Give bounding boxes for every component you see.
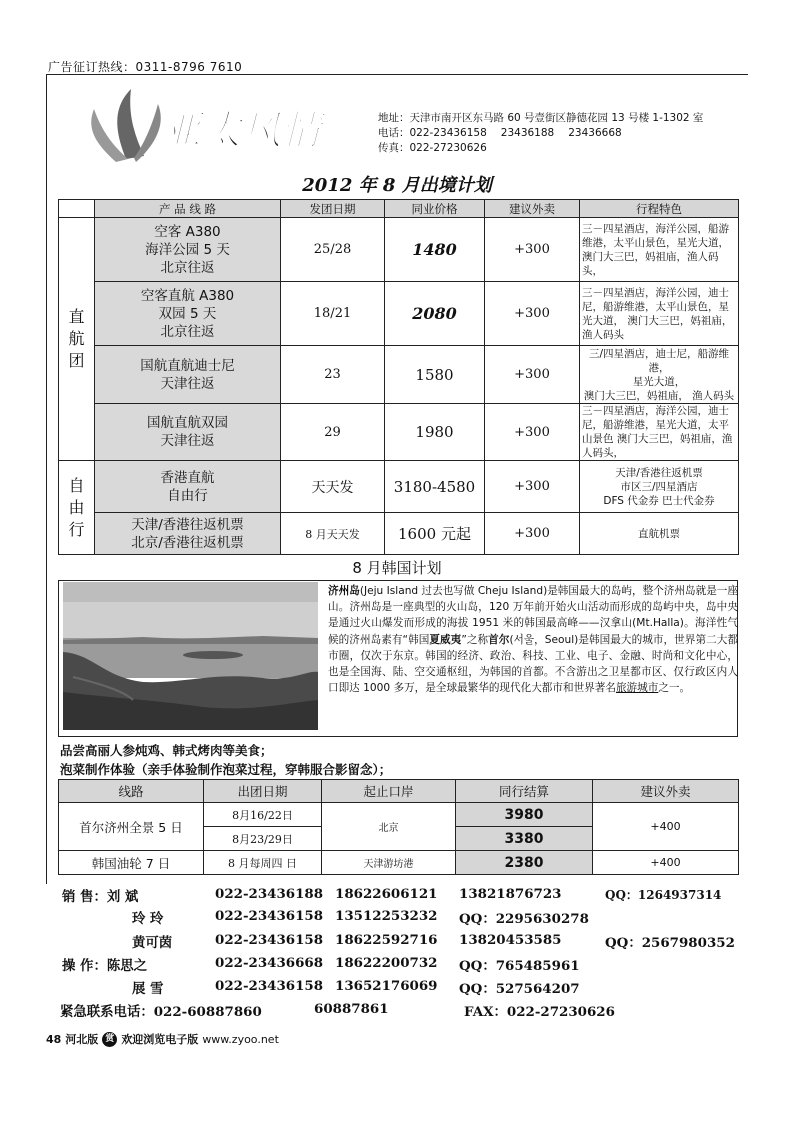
suggest-cell: +300 (485, 282, 580, 346)
logo-text: 亚太风情 (161, 107, 321, 154)
logo-leaf-icon (117, 89, 144, 159)
group-free: 自 由 行 (59, 461, 95, 555)
col-date: 发团日期 (281, 200, 385, 218)
price-cell: 1580 (385, 346, 485, 404)
suggest-cell: +400 (593, 851, 739, 875)
table-row (59, 851, 739, 875)
phone-1: 022-23436158 (409, 127, 487, 139)
date-cell: 8月16/22日 (204, 803, 322, 827)
suggest-cell: +300 (485, 404, 580, 461)
price-cell: 3180-4580 (385, 461, 485, 513)
table-row (59, 803, 739, 827)
page-number: 48 (46, 1032, 62, 1046)
date-cell: 25/28 (281, 218, 385, 282)
suggest-cell: +300 (485, 218, 580, 282)
date-cell: 天天发 (281, 461, 385, 513)
suggest-cell: +300 (485, 346, 580, 404)
top-rule (46, 74, 748, 75)
date-cell: 8月23/29日 (204, 827, 322, 851)
features-cell: 三－四星酒店，海洋公园，迪士尼，船游维港，太平山景色，星光大道， 澳门大三巴，妈祖庙，渔人码头 (580, 282, 739, 346)
phone-line: 电话：022-23436158 23436188 23436668 (378, 127, 622, 139)
route-cell: 空客直航 A380 双园 5 天 北京往返 (95, 282, 281, 346)
col-features: 行程特色 (580, 200, 739, 218)
company-contact (378, 111, 703, 156)
features-cell: 三－四星酒店，海洋公园，船游维港，太平山景色，星光大道， 澳门大三巴，妈祖庙，渔人码头， (580, 218, 739, 282)
features-cell: 三/四星酒店，迪士尼，船游维港， 星光大道， 澳门大三巴，妈祖庙， 渔人码头 (580, 346, 739, 404)
group-direct: 直 航 团 (59, 218, 95, 461)
route-cell: 空客 A380 海洋公园 5 天 北京往返 (95, 218, 281, 282)
phone-2: 23436188 (500, 127, 555, 139)
price-cell: 3380 (456, 827, 593, 851)
table-header-row (59, 200, 739, 218)
jeju-coast-photo (63, 582, 318, 730)
suggest-cell: +300 (485, 513, 580, 555)
route-cell: 韩国油轮 7 日 (59, 851, 204, 875)
price-cell: 1600 元起 (385, 513, 485, 555)
col-route: 线路 (59, 780, 204, 803)
route-cell: 香港直航 自由行 (95, 461, 281, 513)
price-cell: 2380 (456, 851, 593, 875)
port-cell: 天津游坊港 (322, 851, 456, 875)
route-cell: 首尔济州全景 5 日 (59, 803, 204, 851)
price-cell: 1980 (385, 404, 485, 461)
port-cell: 北京 (322, 803, 456, 851)
page-headline: 2012 年 8 月出境计划 (302, 175, 492, 196)
phone-3: 23436668 (568, 127, 622, 139)
ad-hotline: 广告征订热线：0311-8796 7610 (48, 60, 243, 74)
date-cell: 29 (281, 404, 385, 461)
date-cell: 8 月天天发 (281, 513, 385, 555)
route-cell: 国航直航双园 天津往返 (95, 404, 281, 461)
features-cell: 直航机票 (580, 513, 739, 555)
col-port: 起止口岸 (322, 780, 456, 803)
korea-plan-table (58, 779, 739, 875)
table-row (59, 404, 739, 461)
date-cell: 8 月每周四 日 (204, 851, 322, 875)
address: 地址：天津市南开区东马路 60 号壹街区静德花园 13 号楼 1-1302 室 (378, 112, 704, 124)
table-header-row (59, 780, 739, 803)
table-row (59, 282, 739, 346)
col-suggest: 建议外卖 (485, 200, 580, 218)
route-cell: 天津/香港往返机票 北京/香港往返机票 (95, 513, 281, 555)
table-row (59, 461, 739, 513)
fax-line: 传真：022-27230626 (378, 142, 487, 154)
col-settle: 同行结算 (456, 780, 593, 803)
col-price: 同业价格 (385, 200, 485, 218)
date-cell: 23 (281, 346, 385, 404)
korea-intro-text: 济州岛(Jeju Island 过去也写做 Cheju Island)是韩国最大的岛屿，整个济州岛就是一座山。济州岛是一座典型的火山岛，120 万年前开始火山活动而形成的岛屿中央，岛中央是通过火山爆发而形成的海拔 1951 米的韩国最高峰——汉拿山(Mt.Halla)。海洋性气候的济州岛素有“韩国夏威夷”之称首尔(서울，Seoul)是韩国最大的城市，世界第二大都市圈，仅次于东京。韩国的经济、政治、科技、工业、电子、金融、时尚和文化中心，也是全国海、陆、空交通枢纽，为韩国的首都。不含游出之卫星都市区、仅行政区内人口即达 1000 多万，是全球最繁华的现代化大都市和世界著名旅游城市之一。 (328, 585, 739, 695)
company-logo (86, 84, 330, 166)
col-suggest: 建议外卖 (593, 780, 739, 803)
footer-url[interactable]: www.zyoo.net (202, 1032, 279, 1046)
page-footer (46, 1031, 279, 1047)
suggest-cell: +300 (485, 461, 580, 513)
footer-slogan: 欢迎浏览电子版 (121, 1033, 199, 1046)
col-route: 产 品 线 路 (95, 200, 281, 218)
features-cell: 天津/香港往返机票 市区三/四星酒店 DFS 代金券 巴士代金券 (580, 461, 739, 513)
price-cell: 3980 (456, 803, 593, 827)
features-cell: 三－四星酒店，海洋公园，迪士尼，船游维港，星光大道，太平山景色 澳门大三巴，妈祖庙，渔人码头， (580, 404, 739, 461)
price-cell: 2080 (385, 282, 485, 346)
badge-icon: 赏 (102, 1032, 117, 1047)
edition-label: 河北版 (65, 1033, 99, 1046)
table-row (59, 513, 739, 555)
col-date: 出团日期 (204, 780, 322, 803)
korea-highlights: 品尝高丽人参炖鸡、韩式烤肉等美食； 泡菜制作体验（亲手体验制作泡菜过程，穿韩服合影留念）； (60, 743, 392, 777)
korea-section-title: 8 月韩国计划 (352, 559, 442, 577)
hk-plan-table (58, 199, 739, 555)
table-row (59, 218, 739, 282)
table-row (59, 346, 739, 404)
suggest-cell: +400 (593, 803, 739, 851)
route-cell: 国航直航迪士尼 天津往返 (95, 346, 281, 404)
date-cell: 18/21 (281, 282, 385, 346)
price-cell: 1480 (385, 218, 485, 282)
